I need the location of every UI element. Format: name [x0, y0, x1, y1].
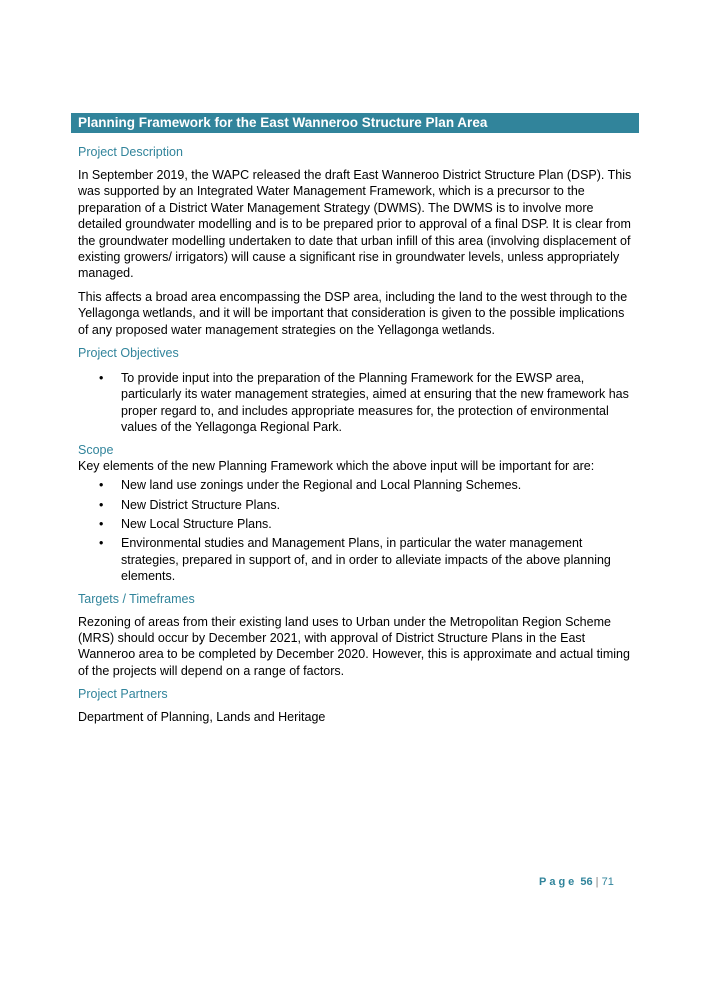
scope-item-text: New land use zonings under the Regional and Local Planning Schemes. — [121, 478, 522, 493]
page-label: Page — [539, 876, 578, 888]
list-item — [78, 370, 633, 436]
page-number: 56 — [580, 876, 593, 888]
description-paragraph-2: This affects a broad area encompassing the DSP area, including the land to the west through to the Yellagonga wetlands, and it will be important that consideration is given to the possible implications of any proposed water management strategies on the Yellagonga wetlands. — [78, 289, 628, 337]
total-pages: 71 — [601, 876, 614, 888]
description-paragraph-1: In September 2019, the WAPC released the draft East Wanneroo District Structure Plan (DSP). This was supported by an Integrated Water Management Framework, which is a precursor to the preparation of a District Water Management Strategy (DWMS). The DWMS is to involve more detailed groundwater modelling and is to be prepared prior to approval of a final DSP. It is clear from the groundwater modelling undertaken to date that urban infill of this area (involving displacement of existing growers/ irrigators) will cause a significant rise in groundwater levels, unless appropriately managed. — [78, 168, 632, 281]
objective-text: To provide input into the preparation of the Planning Framework for the EWSP area, particularly its water management strategies, aimed at ensuring that the new framework has proper regard to, and includes appropriate measures for, the protection of environmental values of the Yellagonga Regional Park. — [121, 371, 629, 435]
objectives-list — [78, 370, 633, 436]
heading-targets-timeframes: Targets / Timeframes — [78, 591, 195, 606]
targets-paragraph: Rezoning of areas from their existing land uses to Urban under the Metropolitan Region Scheme (MRS) should occur by December 2021, with approval of District Structure Plans in the East Wanneroo area to be completed by December 2020. However, this is approximate and actual timing of the projects will depend on a range of factors. — [78, 614, 630, 678]
heading-scope: Scope — [78, 442, 114, 457]
page-footer — [539, 876, 614, 888]
page-separator: | — [595, 876, 599, 888]
section-title-bar — [71, 113, 639, 133]
bullet-icon: • — [99, 536, 104, 551]
scope-item-text: New Local Structure Plans. — [121, 516, 272, 531]
bullet-icon: • — [99, 516, 104, 531]
list-item — [78, 516, 633, 532]
partners-text: Department of Planning, Lands and Heritage — [78, 710, 326, 725]
scope-intro: Key elements of the new Planning Framework which the above input will be important for are: — [78, 458, 595, 473]
heading-project-objectives: Project Objectives — [78, 346, 179, 361]
document-body — [78, 144, 633, 733]
section-title: Planning Framework for the East Wanneroo Structure Plan Area — [78, 115, 488, 130]
list-item — [78, 477, 633, 493]
bullet-icon: • — [99, 478, 104, 493]
scope-item-text: New District Structure Plans. — [121, 497, 281, 512]
list-item — [78, 497, 633, 513]
heading-project-partners: Project Partners — [78, 687, 168, 702]
scope-list — [78, 477, 633, 584]
heading-project-description: Project Description — [78, 145, 183, 159]
bullet-icon: • — [99, 371, 104, 386]
list-item — [78, 535, 633, 584]
scope-item-text: Environmental studies and Management Plans, in particular the water management strategies, prepared in support of, and in order to alleviate impacts of the above planning elements. — [121, 536, 611, 584]
bullet-icon: • — [99, 497, 104, 512]
